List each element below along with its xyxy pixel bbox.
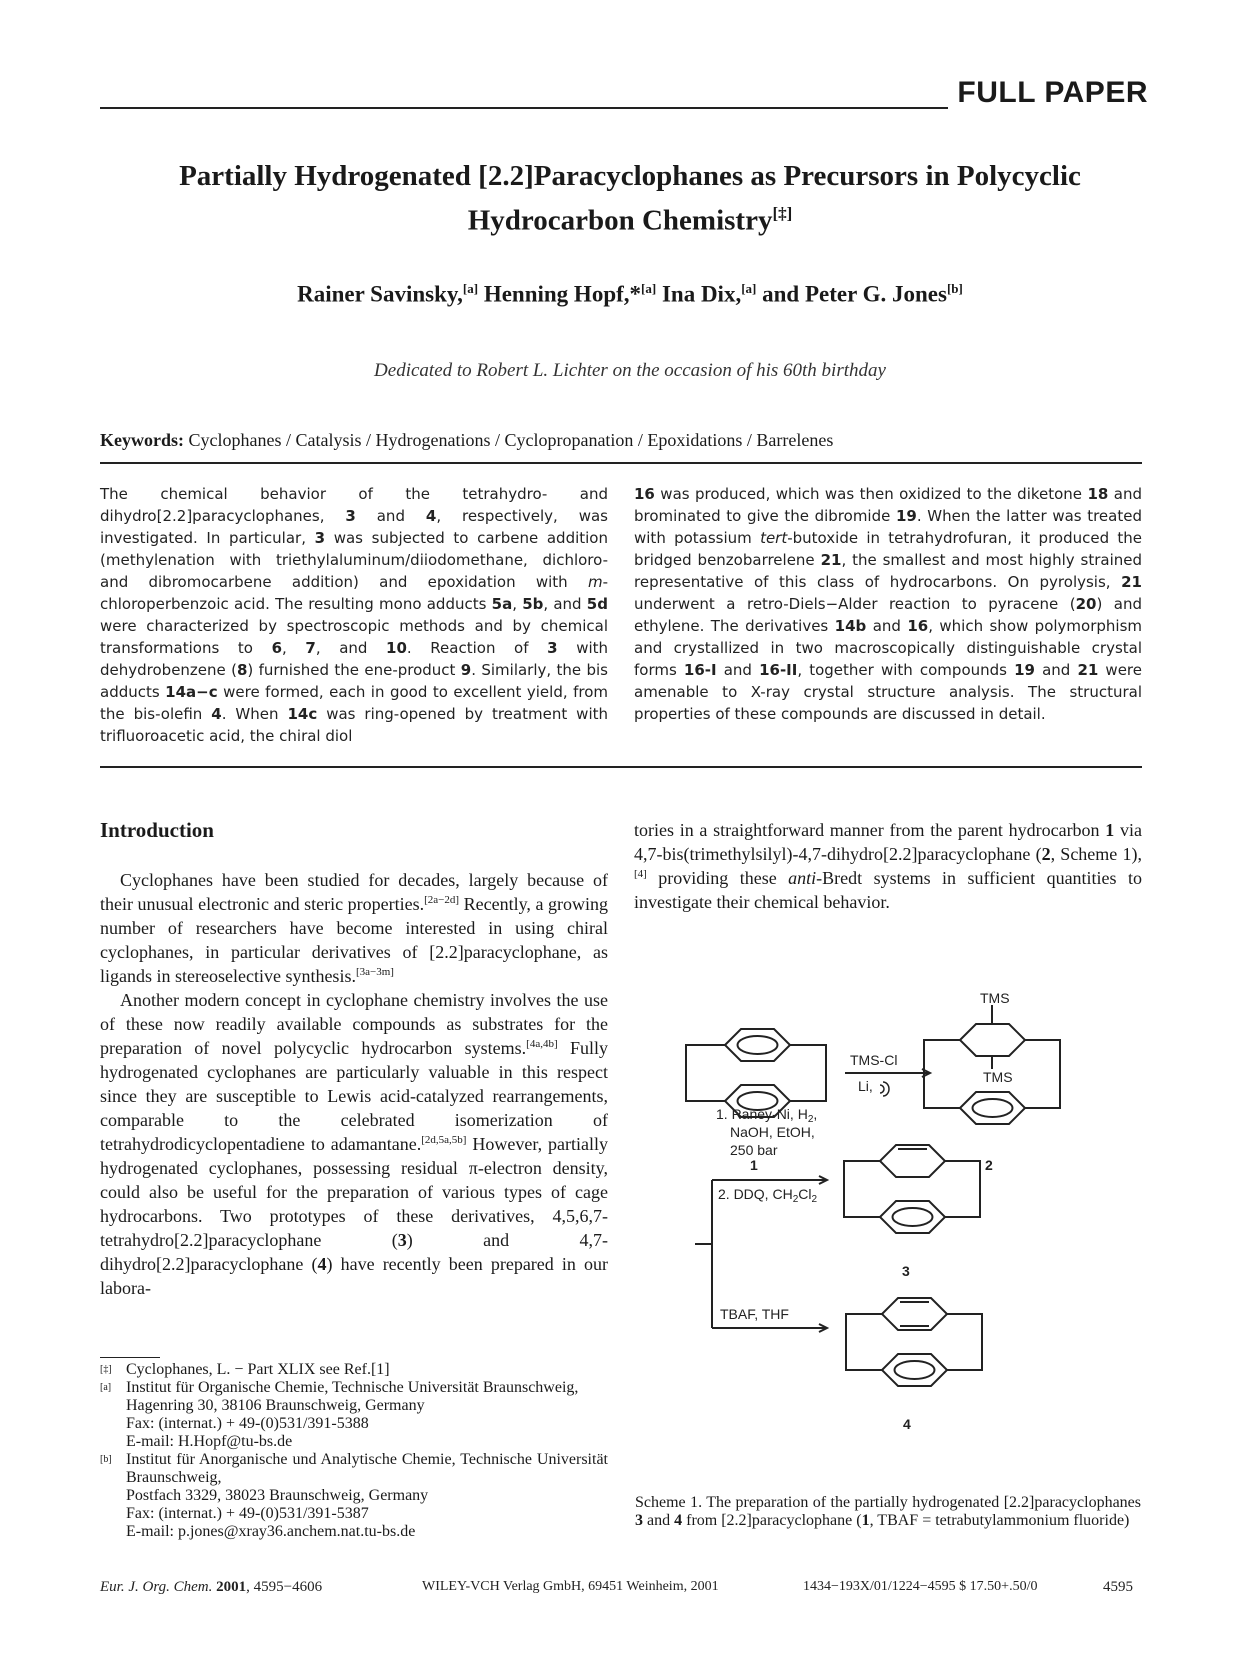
abstract-text: and <box>716 661 760 679</box>
footnote-line: Fax: (internat.) + 49-(0)531/391-5388 <box>126 1415 369 1432</box>
body-text: Cyclophanes have been studied for decades, largely because of their unusual electronic and steric properties. <box>100 870 608 914</box>
abstract-text: underwent a retro-Diels−Alder reaction to pyracene ( <box>634 595 1076 613</box>
author-name: and Peter G. Jones <box>762 281 947 307</box>
caption-text: and <box>643 1512 675 1529</box>
compound-ref: 16-II <box>759 661 798 679</box>
reagent-label: TMS-Cl <box>850 1052 898 1068</box>
abstract-text: . Reaction of <box>406 639 548 657</box>
compound-ref: 14b <box>834 617 867 635</box>
abstract-text: , <box>512 595 523 613</box>
abstract-text: -butoxide in tetrahydrofuran, it produced the bridged benzobarrelene <box>634 529 1142 569</box>
structure-2 <box>924 1005 1060 1124</box>
paragraph <box>100 988 608 1300</box>
compound-ref: 19 <box>895 507 917 525</box>
abstract-text: was subjected to carbene addition (methylenation with triethylaluminum/diiodomethane, dichloro- and dibromocarbene addition) and epoxidation with <box>100 529 608 591</box>
compound-ref: 6 <box>271 639 282 657</box>
compound-ref: 4 <box>674 1512 683 1529</box>
body-text: Fully hydrogenated cyclophanes are particularly valuable in this respect since they are susceptible to Lewis acid-catalyzed rearrangements, comparable to the celebrated isomerization of tetrahydrodicyclopentadiene to adamantane. <box>100 1038 609 1154</box>
author-affiliation: [a] <box>462 281 479 296</box>
compound-ref: 1 <box>1105 820 1115 840</box>
compound-ref: 3 <box>314 529 326 547</box>
compound-label: 1 <box>750 1157 758 1173</box>
header-label: FULL PAPER <box>957 76 1148 109</box>
body-text: -Bredt systems in sufficient quantities to investigate their chemical behavior. <box>634 868 1142 912</box>
compound-ref: 3 <box>547 639 558 657</box>
abstract-text: . When the latter was treated with potassium <box>634 507 1142 547</box>
dedication: Dedicated to Robert L. Lichter on the occasion of his 60th birthday <box>374 360 886 381</box>
abstract-text: , and <box>315 639 387 657</box>
compound-ref: 3 <box>345 507 356 525</box>
header-rule <box>100 107 948 109</box>
compound-ref: 20 <box>1075 595 1097 613</box>
reagent-label: 1. Raney-Ni, $H_2$, <box>716 1106 818 1125</box>
compound-ref: 4 <box>317 1254 327 1274</box>
compound-ref: 3 <box>635 1512 643 1529</box>
abstract-text: were formed, each in good to excellent yield, from the bis-olefin <box>100 683 608 723</box>
footnote-rule <box>100 1357 160 1358</box>
footnote <box>100 1379 608 1451</box>
reagent-label: Li, <box>858 1078 873 1094</box>
author-name: Henning Hopf,* <box>483 281 642 307</box>
abstract-text: . When <box>221 705 288 723</box>
abstract-text: , <box>282 639 306 657</box>
body-text: Another modern concept in cyclophane chemistry involves the use of these now readily available compounds as substrates for the preparation of novel polycyclic hydrocarbon systems. <box>100 990 608 1058</box>
abstract-column-right <box>634 483 1142 725</box>
abstract-bottom-rule <box>100 766 1142 768</box>
footer-code: 1434−193X/01/1224−4595 $ 17.50+.50/0 <box>803 1579 1038 1594</box>
author-name: Rainer Savinsky, <box>297 281 463 307</box>
compound-ref: 21 <box>820 551 842 569</box>
journal-pages: , 4595−4606 <box>246 1579 323 1595</box>
body-column-left <box>100 868 608 1300</box>
footer-publisher: WILEY-VCH Verlag GmbH, 69451 Weinheim, 2001 <box>422 1579 719 1594</box>
compound-ref: 14a−c <box>165 683 218 701</box>
caption-text: from [2.2]paracyclophane ( <box>682 1512 862 1529</box>
abstract-column-left <box>100 483 608 747</box>
journal-name: Eur. J. Org. Chem. <box>100 1579 213 1595</box>
abstract-text: and brominated to give the dibromide <box>634 485 1142 525</box>
section-title-introduction: Introduction <box>100 818 214 842</box>
abstract-text: were characterized by spectroscopic methods and by chemical transformations to <box>100 617 608 657</box>
abstract-text: -chloroperbenzoic acid. The resulting mono adducts <box>100 573 608 613</box>
footnotes <box>100 1361 608 1541</box>
citation: [2d,5a,5b] <box>421 1134 467 1146</box>
abstract-text: , the smallest and most highly strained representative of this class of hydrocarbons. On pyrolysis, <box>634 551 1142 591</box>
compound-label: 3 <box>902 1263 910 1279</box>
author-affiliation: [a] <box>641 281 657 296</box>
compound-ref: 4 <box>425 507 437 525</box>
keywords <box>100 430 833 451</box>
compound-ref: 7 <box>305 639 316 657</box>
abstract-text: , which show polymorphism and crystallized in two macroscopically distinguishable crystal forms <box>634 617 1142 679</box>
body-text: tories in a straightforward manner from the parent hydrocarbon <box>634 820 1106 840</box>
footnote-line: E-mail: p.jones@xray36.anchem.nat.tu-bs.de <box>126 1523 416 1540</box>
subscript: 2 <box>807 1114 814 1125</box>
subscript: 2 <box>811 1194 818 1205</box>
scheme-caption <box>635 1494 1141 1530</box>
compound-ref: 5a <box>491 595 513 613</box>
compound-label: 4 <box>903 1416 911 1432</box>
footnote-line: E-mail: H.Hopf@tu-bs.de <box>126 1433 293 1450</box>
compound-ref: 21 <box>1121 573 1142 591</box>
reagent-text: 2. DDQ, CH <box>718 1186 793 1202</box>
page-number: 4595 <box>1103 1579 1133 1595</box>
footnote-line: Institut für Anorganische und Analytische Chemie, Technische Universität Braunschweig, <box>126 1451 608 1486</box>
subscript: 2 <box>792 1194 799 1205</box>
abstract-text: , respectively, was investigated. In particular, <box>100 507 608 547</box>
abstract-text: were amenable to X-ray crystal structure analysis. The structural properties of these compounds are discussed in detail. <box>634 661 1142 723</box>
body-text: ) and 4,7-dihydro[2.2]paracyclophane ( <box>100 1230 608 1274</box>
citation: [4a,4b] <box>526 1038 558 1050</box>
compound-ref: 2 <box>1041 844 1051 864</box>
footnote-mark: [‡] <box>100 1364 112 1375</box>
paragraph <box>634 818 1142 914</box>
author-list <box>100 281 1160 308</box>
italic-prefix: m <box>587 573 603 591</box>
compound-ref: 4 <box>211 705 222 723</box>
author-affiliation: [b] <box>946 281 963 296</box>
reagent-label: NaOH, EtOH, <box>730 1124 815 1140</box>
italic-prefix: anti <box>788 868 817 888</box>
abstract-text: ) and ethylene. The derivatives <box>634 595 1142 635</box>
footnote-line: Institut für Organische Chemie, Technische Universität Braunschweig, <box>126 1379 579 1396</box>
keywords-label: Keywords: <box>100 430 184 450</box>
compound-ref: 1 <box>861 1512 870 1529</box>
body-text: However, partially hydrogenated cyclophanes, possessing residual π-electron density, could also be useful for the preparation of various types of cage hydrocarbons. Two prototypes of these derivatives, 4,5,6,7-tetrahydro[2.2]paracyclophane ( <box>100 1134 608 1250</box>
body-text: providing these <box>646 868 789 888</box>
caption-text: , TBAF = tetrabutylammonium fluoride) <box>869 1512 1130 1529</box>
author-affiliation: [a] <box>741 281 757 296</box>
tms-label: TMS <box>980 990 1010 1006</box>
compound-ref: 3 <box>397 1230 407 1250</box>
abstract-text: , and <box>543 595 587 613</box>
paragraph <box>100 868 608 988</box>
reagent-label <box>718 1186 817 1205</box>
abstract-top-rule <box>100 462 1142 464</box>
abstract-text: The chemical behavior of the tetrahydro- and dihydro[2.2]paracyclophanes, <box>100 485 608 525</box>
footnote-line: Hagenring 30, 38106 Braunschweig, Germany <box>126 1397 425 1414</box>
abstract-text: and <box>1034 661 1078 679</box>
footnote-mark: [b] <box>100 1454 112 1465</box>
abstract-text: . Similarly, the bis adducts <box>100 661 608 701</box>
compound-ref: 5d <box>586 595 608 613</box>
compound-ref: 5b <box>522 595 544 613</box>
compound-ref: 8 <box>236 661 248 679</box>
compound-ref: 14c <box>287 705 318 723</box>
footer-citation <box>100 1579 322 1596</box>
title-mark: [‡] <box>772 204 793 223</box>
compound-ref: 19 <box>1014 661 1035 679</box>
citation: [2a−2d] <box>424 894 460 906</box>
compound-ref: 16-I <box>683 661 717 679</box>
italic-prefix: tert <box>760 529 788 547</box>
citation: [3a−3m] <box>355 966 394 978</box>
compound-ref: 16 <box>907 617 929 635</box>
compound-ref: 9 <box>460 661 472 679</box>
reagent-text: Cl <box>798 1186 812 1202</box>
keywords-text: Cyclophanes / Catalysis / Hydrogenations / Cyclopropanation / Epoxidations / Barrelenes <box>188 430 834 450</box>
article-title <box>100 158 1160 240</box>
body-column-right <box>634 818 1142 914</box>
caption-text: Scheme 1. The preparation of the partially hydrogenated [2.2]paracyclophanes <box>635 1494 1141 1511</box>
journal-year: 2001 <box>216 1579 247 1595</box>
compound-ref: 21 <box>1077 661 1099 679</box>
body-text: via 4,7-bis(trimethylsilyl)-4,7-dihydro[2.2]paracyclophane ( <box>634 820 1142 864</box>
scheme-1-diagram <box>640 985 1160 1465</box>
body-text: Recently, a growing number of researchers have become interested in using chiral cyclophanes, in particular derivatives of [2.2]paracyclophane, as ligands in stereoselective synthesis. <box>100 894 608 986</box>
abstract-text: was produced, which was then oxidized to the diketone <box>654 485 1088 503</box>
tms-label: TMS <box>983 1069 1013 1085</box>
compound-ref: 10 <box>386 639 407 657</box>
footnote-line: Postfach 3329, 38023 Braunschweig, Germany <box>126 1487 429 1504</box>
abstract-text: , together with compounds <box>797 661 1015 679</box>
title-text: Partially Hydrogenated [2.2]Paracyclophanes as Precursors in Polycyclic Hydrocarbon Chemistry <box>179 160 1081 237</box>
abstract-text: and <box>355 507 426 525</box>
compound-ref: 18 <box>1087 485 1109 503</box>
body-text: ) have recently been prepared in our labora- <box>100 1254 608 1298</box>
abstract-text: ) furnished the ene-product <box>247 661 461 679</box>
body-text: , Scheme 1), <box>1050 844 1142 864</box>
footnote <box>100 1361 608 1379</box>
footnote-line: Cyclophanes, L. − Part XLIX see Ref.[1] <box>126 1361 390 1378</box>
footnote <box>100 1451 608 1541</box>
ultrasound-icon <box>880 1082 889 1096</box>
reagent-label: 250 bar <box>730 1142 778 1158</box>
abstract-text: was ring-opened by treatment with trifluoroacetic acid, the chiral diol <box>100 705 608 745</box>
author-name: Ina Dix, <box>661 281 742 307</box>
reagent-text: 1. Raney-Ni, H <box>716 1106 808 1122</box>
compound-label: 2 <box>985 1157 993 1173</box>
structure-3 <box>844 1145 980 1233</box>
abstract-text: with dehydrobenzene ( <box>100 639 609 679</box>
footnote-line: Fax: (internat.) + 49-(0)531/391-5387 <box>126 1505 369 1522</box>
structure-1 <box>686 1029 826 1117</box>
abstract-text: and <box>866 617 908 635</box>
structure-4 <box>846 1298 982 1386</box>
footnote-mark: [a] <box>100 1382 112 1393</box>
citation: [4] <box>634 868 647 880</box>
compound-ref: 16 <box>634 485 655 503</box>
reagent-label: TBAF, THF <box>720 1306 789 1322</box>
